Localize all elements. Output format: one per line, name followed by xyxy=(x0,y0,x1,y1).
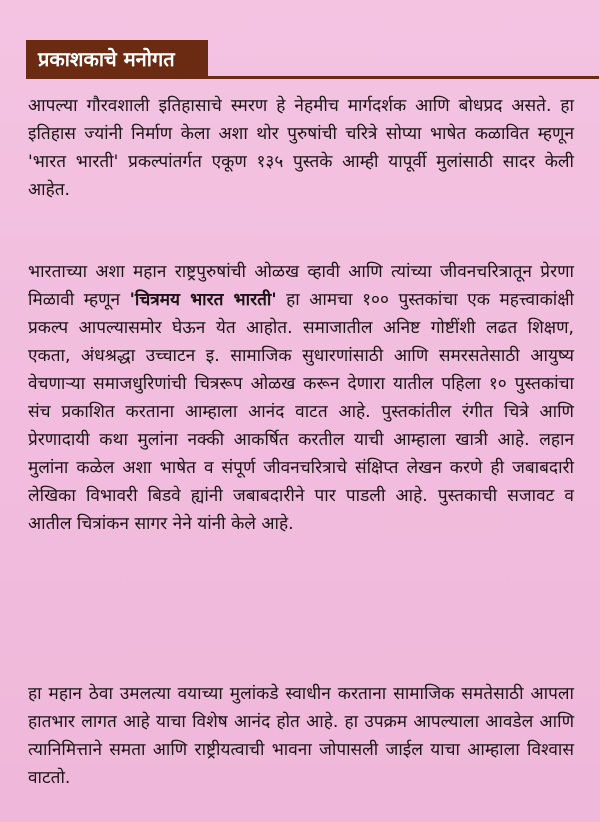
paragraph-project-text-1: भारताच्या अशा महान राष्ट्रपुरुषांची ओळख व्हावी आणि त्यांच्या जीवनचरित्रातून प्रेरणा मिळावी म्हणून xyxy=(28,262,574,310)
section-title: प्रकाशकाचे मनोगत xyxy=(26,40,208,78)
paragraph-closing: हा महान ठेवा उमलत्या वयाच्या मुलांकडे स्वाधीन करताना सामाजिक समतेसाठी आपला हातभार लागत आहे याचा विशेष आनंद होत आहे. हा उपक्रम आपल्याला आवडेल आणि त्यानिमित्ताने समता आणि राष्ट्रीयत्वाची भावना जोपासली जाईल याचा आम्हाला विश्वास वाटतो. xyxy=(28,684,574,788)
paragraph-project-text-2: हा आमचा १०० पुस्तकांचा एक महत्त्वाकांक्षी प्रकल्प आपल्यासमोर घेऊन येत आहोत. समाजातील अनिष्ट गोष्टींशी लढत शिक्षण, एकता, अंधश्रद्धा उच्चाटन इ. सामाजिक सुधारणांसाठी आणि समरसतेसाठी आयुष्य वेचणाऱ्या समाजधुरिणांची चित्ररूप ओळख करून देणारा यातील पहिला १० पुस्तकांचा संच प्रकाशित करताना आम्हाला आनंद वाटत आहे. पुस्तकांतील रंगीत चित्रे आणि प्रेरणादायी कथा मुलांना नक्की आकर्षित करतील याची आम्हाला खात्री आहे. लहान मुलांना कळेल अशा भाषेत व संपूर्ण जीवनचरित्राचे संक्षिप्त लेखन करणे ही जबाबदारी लेखिका विभावरी बिडवे ह्यांनी जबाबदारीने पार पाडली आहे. पुस्तकाची सजावट व आतील चित्रांकन सागर नेने यांनी केले आहे. xyxy=(28,290,574,534)
header-underline xyxy=(26,76,599,79)
series-title-highlight: 'चित्रमय भारत भारती' xyxy=(129,290,277,310)
paragraph-project xyxy=(28,258,574,538)
paragraph-intro: आपल्या गौरवशाली इतिहासाचे स्मरण हे नेहमीच मार्गदर्शक आणि बोधप्रद असते. हा इतिहास ज्यांनी निर्माण केला अशा थोर पुरुषांची चरित्रे सोप्या भाषेत कळावित म्हणून 'भारत भारती' प्रकल्पांतर्गत एकूण १३५ पुस्तके आम्ही यापूर्वी मुलांसाठी सादर केली आहेत. xyxy=(28,96,574,200)
section-header xyxy=(26,40,599,80)
